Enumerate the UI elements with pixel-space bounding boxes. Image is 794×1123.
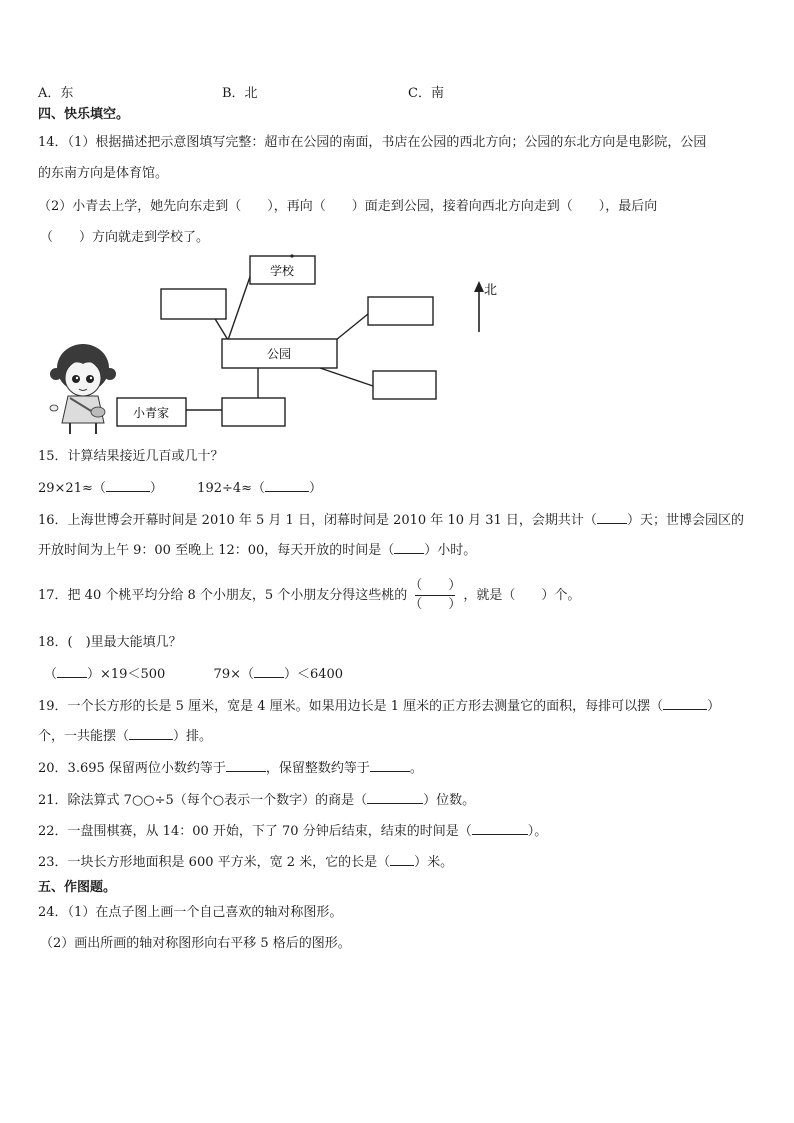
- q15-title: 15．计算结果接近几百或几十？: [38, 449, 224, 464]
- q15-expr1-close: ）: [149, 481, 163, 496]
- line-park-southeast: [320, 368, 373, 386]
- q17-numerator: （ ）: [409, 578, 462, 593]
- q14-line-1: 14．（1）根据描述把示意图填写完整：超市在公园的南面，书店在公园的西北方向；公园的东北方向是电影院，公园: [38, 135, 707, 150]
- q19-text-1: 19．一个长方形的长是 5 厘米，宽是 4 厘米。如果用边长是 1 厘米的正方形去测量它的面积，每排可以摆（: [38, 699, 664, 714]
- q19-blank-1[interactable]: [663, 696, 707, 710]
- box-northeast-blank: [368, 297, 433, 325]
- q18-expr1-rest: ）×19＜500: [87, 667, 166, 682]
- q18-expr2-rest: ）＜6400: [283, 667, 344, 682]
- q16-line-1: [38, 510, 744, 530]
- q21-line: [38, 790, 475, 810]
- q23-line: [38, 852, 453, 872]
- box-northwest-blank: [161, 289, 226, 319]
- q23-text-end: ）米。: [414, 855, 454, 870]
- q15-expr1: 29×21≈（: [38, 481, 106, 496]
- q17-text-after: ，就是（ ）个。: [463, 588, 581, 603]
- q21-blank[interactable]: [367, 790, 423, 804]
- option-a: A．东: [38, 86, 74, 101]
- label-home: 小青家: [132, 406, 170, 420]
- q16-text-2: 开放时间为上午 9：00 至晚上 12：00，每天开放的时间是（: [38, 543, 395, 558]
- section-heading-4: 四、快乐填空。: [38, 107, 130, 122]
- q22-text: 22．一盘围棋赛，从 14：00 开始，下了 70 分钟后结束，结束的时间是（: [38, 824, 472, 839]
- q15-expr2-close: ）: [309, 481, 323, 496]
- q23-blank[interactable]: [390, 852, 414, 866]
- q15-expr2: 192÷4≈（: [197, 481, 266, 496]
- label-north: 北: [484, 283, 498, 298]
- q17-line: [38, 570, 580, 622]
- option-b: B．北: [222, 86, 258, 101]
- q17-text-before: 17．把 40 个桃平均分给 8 个小朋友，5 个小朋友分得这些桃的: [38, 588, 408, 603]
- line-park-school: [228, 271, 252, 340]
- q16-text-1-end: ）天；世博会园区的: [626, 513, 744, 528]
- q15-expressions: [38, 478, 322, 498]
- q19-line-1: [38, 696, 720, 716]
- q17-fraction[interactable]: [409, 578, 461, 613]
- q18-title: 18．( )里最大能填几？: [38, 635, 182, 650]
- q18-expr2-open: 79×（: [213, 667, 254, 682]
- q16-text-1: 16．上海世博会开幕时间是 2010 年 5 月 1 日，闭幕时间是 2010 年 10 月 31 日，会期共计（: [38, 513, 597, 528]
- q19-text-2: 个，一共能摆（: [38, 729, 130, 744]
- q16-blank-2[interactable]: [394, 540, 424, 554]
- q18-blank-2[interactable]: [254, 664, 284, 678]
- q14-line-3: （2）小青去上学，她先向东走到（ ），再向（ ）面走到公园，接着向西北方向走到（ ），最后向: [38, 199, 658, 214]
- q24-line-1: 24．（1）在点子图上画一个自己喜欢的轴对称图形。: [38, 905, 343, 920]
- q19-line-2: [38, 726, 212, 746]
- dot-marker: [290, 254, 293, 257]
- q20-blank-2[interactable]: [370, 758, 410, 772]
- q15-blank-1[interactable]: [106, 478, 150, 492]
- q16-line-2: [38, 540, 476, 560]
- section-heading-5: 五、作图题。: [38, 880, 117, 895]
- q17-denominator: （ ）: [409, 597, 462, 612]
- q15-blank-2[interactable]: [265, 478, 309, 492]
- label-park: 公园: [266, 347, 292, 361]
- girl-illustration-icon: [50, 344, 116, 434]
- option-c: C．南: [408, 86, 444, 101]
- q23-text: 23．一块长方形地面积是 600 平方米，宽 2 米，它的长是（: [38, 855, 391, 870]
- q20-text-2: ，保留整数约等于: [265, 761, 370, 776]
- q16-text-2-end: ）小时。: [424, 543, 477, 558]
- label-school: 学校: [269, 264, 295, 278]
- q19-text-1-end: ）: [707, 699, 721, 714]
- q20-line: [38, 758, 423, 778]
- q16-blank-1[interactable]: [597, 510, 627, 524]
- q20-blank-1[interactable]: [226, 758, 266, 772]
- q22-line: [38, 821, 547, 841]
- q22-blank[interactable]: [472, 821, 528, 835]
- q18-expr1-open: （: [44, 667, 58, 682]
- line-park-northeast: [336, 314, 368, 340]
- q21-text: 21．除法算式 7○○÷5（每个○表示一个数字）的商是（: [38, 793, 368, 808]
- q18-blank-1[interactable]: [57, 664, 87, 678]
- q19-text-2-end: ）排。: [173, 729, 213, 744]
- q14-line-2: 的东南方向是体育馆。: [38, 166, 169, 181]
- q24-line-2: （2）画出所画的轴对称图形向右平移 5 格后的图形。: [40, 936, 351, 951]
- q14-line-4: （ ）方向就走到学校了。: [40, 230, 210, 245]
- q18-expressions: [44, 664, 343, 684]
- box-southeast-blank: [373, 371, 436, 399]
- q22-text-end: ）。: [527, 824, 548, 839]
- q20-text-1: 20．3.695 保留两位小数约等于: [38, 761, 226, 776]
- box-south-blank: [222, 398, 285, 426]
- north-arrow-head: [474, 281, 484, 292]
- q20-text-3: 。: [409, 761, 423, 776]
- direction-diagram: [40, 248, 510, 438]
- q19-blank-2[interactable]: [129, 726, 173, 740]
- q21-text-end: ）位数。: [423, 793, 476, 808]
